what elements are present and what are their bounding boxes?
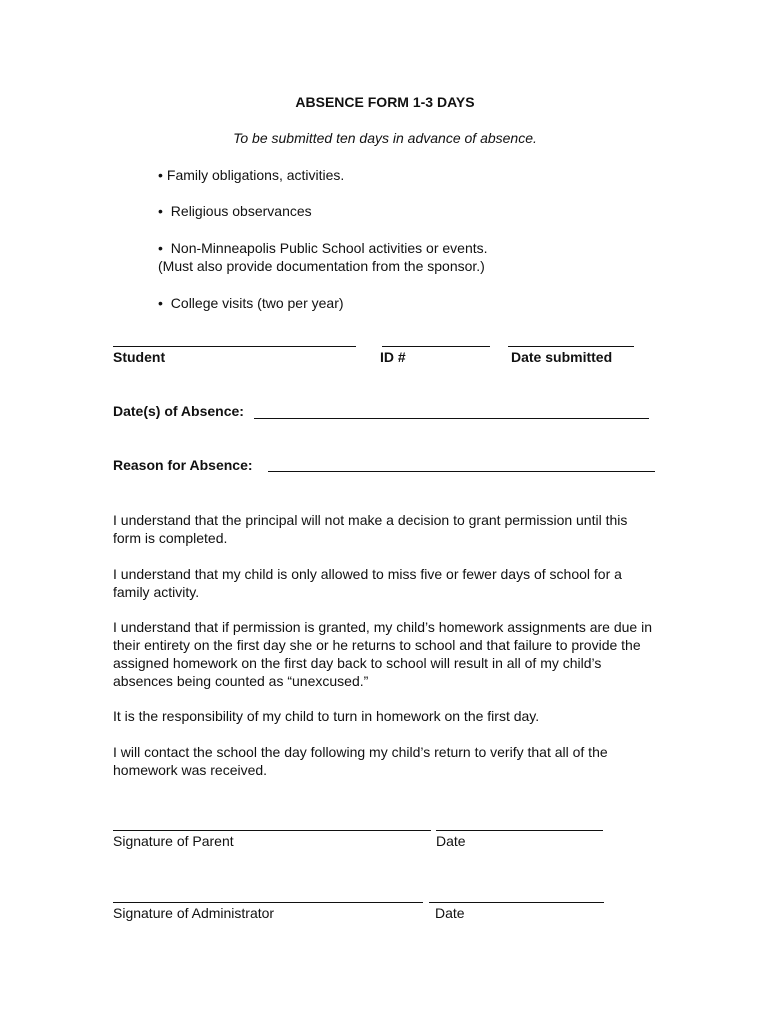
statement-homework: I understand that if permission is granted, my child’s homework assignments are due in their entirety on the first day she or he returns to school and that failure to provide the assigned homework on the first day back to school will result in all of my child’s absences being counted as “unexcused.” [113,619,653,689]
bullet-dot: • [158,240,163,256]
statement-contact: I will contact the school the day following my child’s return to verify that all of the homework was received. [113,744,608,778]
bullet-text: Non-Minneapolis Public School activities or events. [170,240,488,256]
reason-for-absence-line[interactable] [268,471,655,472]
bullet-non-mps [158,240,488,256]
student-line[interactable] [113,346,356,347]
form-title: ABSENCE FORM 1-3 DAYS [295,94,475,110]
statement-principal: I understand that the principal will not make a decision to grant permission until this form is completed. [113,512,628,546]
bullet-text: College visits (two per year) [170,295,344,311]
bullet-religious [158,203,312,219]
administrator-signature-label: Signature of Administrator [113,905,275,921]
bullet-dot: • [158,167,163,183]
parent-date-label: Date [436,833,466,849]
bullet-dot: • [158,295,163,311]
statement-five-days: I understand that my child is only allowed to miss five or fewer days of school for a family activity. [113,566,622,600]
administrator-date-line[interactable] [429,902,604,903]
bullet-text: Family obligations, activities. [166,167,345,183]
bullet-note: (Must also provide documentation from the sponsor.) [158,258,485,274]
date-submitted-line[interactable] [508,346,634,347]
id-line[interactable] [382,346,490,347]
parent-date-line[interactable] [436,830,603,831]
bullet-text: Religious observances [170,203,312,219]
reason-for-absence-label: Reason for Absence: [113,457,253,473]
administrator-date-label: Date [435,905,465,921]
bullet-family [158,167,344,183]
form-subtitle: To be submitted ten days in advance of absence. [233,130,537,146]
date-submitted-label: Date submitted [511,349,613,365]
bullet-college [158,295,344,311]
id-label: ID # [380,349,406,365]
administrator-signature-line[interactable] [113,902,423,903]
bullet-dot: • [158,203,163,219]
parent-signature-label: Signature of Parent [113,833,234,849]
statement-responsibility: It is the responsibility of my child to turn in homework on the first day. [113,708,540,724]
parent-signature-line[interactable] [113,830,431,831]
student-label: Student [113,349,166,365]
dates-of-absence-line[interactable] [254,418,649,419]
dates-of-absence-label: Date(s) of Absence: [113,403,244,419]
